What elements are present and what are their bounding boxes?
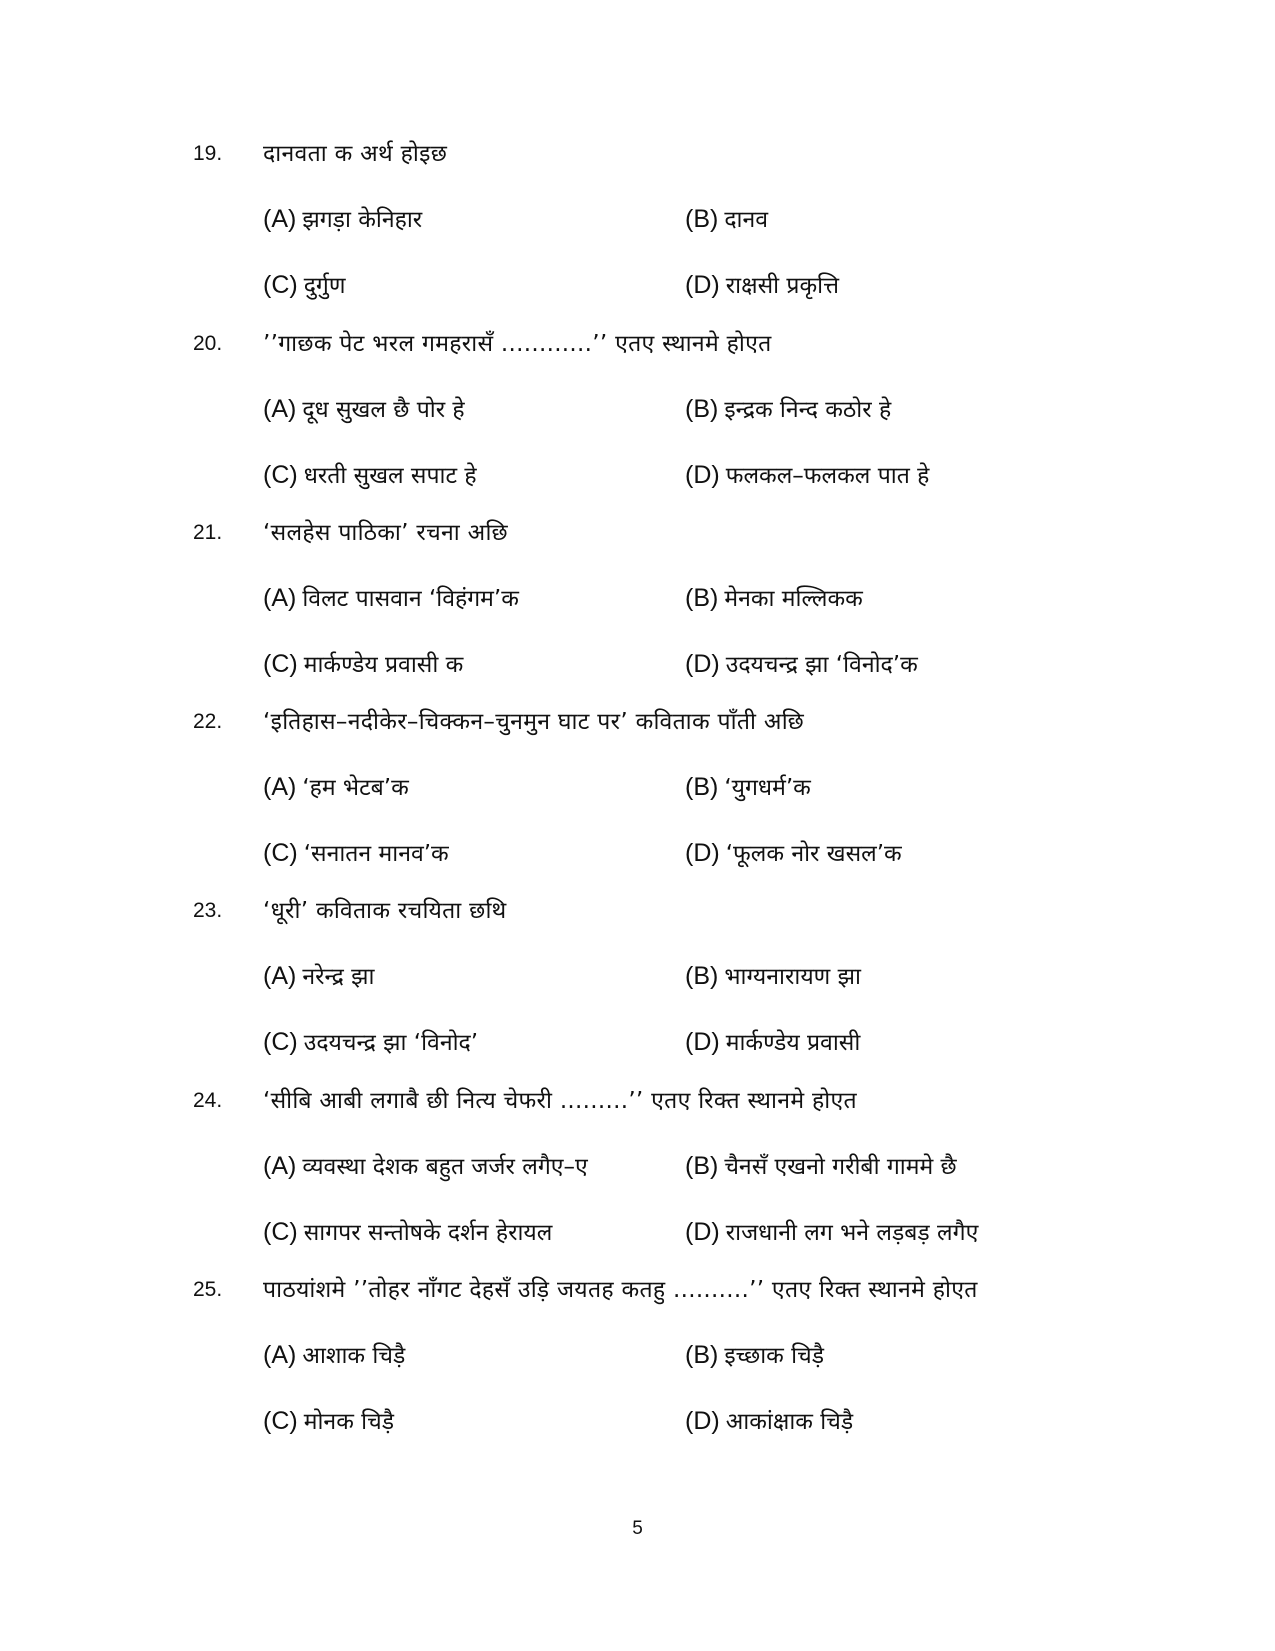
option-text: आशाक चिड़ै [302, 1343, 406, 1369]
option-text: व्यवस्था देशक बहुत जर्जर लगैए–ए [302, 1154, 588, 1180]
option-label: (C) [263, 650, 298, 678]
option-label: (C) [263, 1407, 298, 1435]
option-text: फलकल–फलकल पात हे [725, 463, 930, 489]
option-label: (B) [685, 1152, 719, 1180]
option-text: राजधानी लग भने लड़बड़ लगैए [725, 1220, 979, 1246]
option-label: (B) [685, 773, 719, 801]
option-text: सागपर सन्तोषके दर्शन हेरायल [303, 1220, 553, 1246]
option-d [685, 836, 902, 868]
option-c [263, 836, 449, 868]
option-c [263, 268, 346, 300]
option-text: मार्कण्डेय प्रवासी [725, 1030, 861, 1056]
option-b [685, 959, 861, 991]
question-25 [0, 1272, 1275, 1472]
option-text: नरेन्द्र झा [302, 964, 375, 990]
question-21 [0, 515, 1275, 715]
option-text: ‘हम भेटब’क [302, 775, 409, 801]
option-label: (C) [263, 839, 298, 867]
question-number: 23. [193, 899, 223, 922]
option-b [685, 392, 891, 424]
option-d [685, 1404, 853, 1436]
option-label: (A) [263, 773, 297, 801]
option-label: (B) [685, 962, 719, 990]
option-a [263, 392, 465, 424]
option-label: (B) [685, 1341, 719, 1369]
option-text: चैनसँ एखनो गरीबी गाममे छै [724, 1154, 957, 1180]
option-text: विलट पासवान ‘विहंगम’क [302, 586, 519, 612]
option-text: ‘फूलक नोर खसल’क [725, 841, 902, 867]
option-text: दानव [724, 207, 769, 233]
question-23 [0, 893, 1275, 1093]
option-a [263, 770, 409, 802]
question-19 [0, 136, 1275, 336]
option-label: (B) [685, 395, 719, 423]
option-text: मेनका मल्लिकक [724, 586, 863, 612]
option-b [685, 1149, 957, 1181]
option-label: (B) [685, 205, 719, 233]
question-text: ‘सीबि आबी लगाबै छी नित्य चेफरी .........’’ एतए रिक्त स्थानमे होएत [263, 1088, 857, 1114]
question-24 [0, 1083, 1275, 1283]
option-label: (C) [263, 271, 298, 299]
question-text: दानवता क अर्थ होइछ [263, 141, 448, 167]
option-text: ‘सनातन मानव’क [303, 841, 449, 867]
option-c [263, 647, 463, 679]
question-number: 22. [193, 710, 223, 733]
option-text: दुर्गुण [303, 273, 346, 299]
page-number: 5 [632, 1518, 643, 1539]
option-d [685, 1215, 978, 1247]
option-text: मार्कण्डेय प्रवासी क [303, 652, 464, 678]
question-number: 24. [193, 1089, 223, 1112]
option-label: (D) [685, 271, 720, 299]
option-b [685, 1338, 824, 1370]
option-label: (D) [685, 839, 720, 867]
question-text: ‘इतिहास–नदीकेर–चिक्कन–चुनमुन घाट पर’ कविताक पाँती अछि [263, 709, 805, 735]
question-20 [0, 326, 1275, 526]
question-number: 21. [193, 521, 223, 544]
option-a [263, 1338, 405, 1370]
option-text: आकांक्षाक चिड़ै [725, 1409, 854, 1435]
option-text: धरती सुखल सपाट हे [303, 463, 477, 489]
question-22 [0, 704, 1275, 904]
option-label: (A) [263, 1152, 297, 1180]
option-a [263, 959, 374, 991]
question-text: ‘धूरी’ कविताक रचयिता छथि [263, 898, 507, 924]
option-text: मोनक चिड़ै [303, 1409, 395, 1435]
option-label: (D) [685, 1218, 720, 1246]
option-d [685, 1025, 860, 1057]
option-label: (B) [685, 584, 719, 612]
option-text: उदयचन्द्र झा ‘विनोद’ [303, 1030, 479, 1056]
option-c [263, 1025, 478, 1057]
option-c [263, 1215, 552, 1247]
question-text: ‘सलहेस पाठिका’ रचना अछि [263, 520, 508, 546]
question-number: 25. [193, 1278, 223, 1301]
option-c [263, 458, 477, 490]
question-number: 19. [193, 142, 223, 165]
question-text: ’’गाछक पेट भरल गमहरासँ ............’’ एतए स्थानमे होएत [263, 331, 772, 357]
option-label: (A) [263, 962, 297, 990]
option-b [685, 581, 863, 613]
option-text: राक्षसी प्रकृत्ति [725, 273, 839, 299]
option-label: (A) [263, 1341, 297, 1369]
question-number: 20. [193, 332, 223, 355]
option-label: (D) [685, 1028, 720, 1056]
option-d [685, 458, 929, 490]
option-text: झगड़ा केनिहार [302, 207, 423, 233]
option-label: (A) [263, 205, 297, 233]
option-label: (D) [685, 650, 720, 678]
option-text: भाग्यनारायण झा [724, 964, 861, 990]
option-a [263, 202, 422, 234]
option-text: इन्द्रक निन्द कठोर हे [724, 397, 892, 423]
option-b [685, 770, 811, 802]
option-label: (A) [263, 395, 297, 423]
option-c [263, 1404, 394, 1436]
option-text: दूध सुखल छै पोर हे [302, 397, 465, 423]
option-a [263, 1149, 588, 1181]
option-d [685, 268, 839, 300]
option-text: ‘युगधर्म’क [724, 775, 811, 801]
option-text: उदयचन्द्र झा ‘विनोद’क [725, 652, 918, 678]
option-label: (C) [263, 1218, 298, 1246]
option-text: इच्छाक चिड़ै [724, 1343, 825, 1369]
option-label: (D) [685, 1407, 720, 1435]
option-label: (D) [685, 461, 720, 489]
option-label: (A) [263, 584, 297, 612]
option-d [685, 647, 918, 679]
option-label: (C) [263, 1028, 298, 1056]
option-b [685, 202, 768, 234]
option-a [263, 581, 519, 613]
question-text: पाठयांशमे ’’तोहर नाँगट देहसँ उड़ि जयतह कतहु ..........’’ एतए रिक्त स्थानमे होएत [263, 1277, 978, 1303]
option-label: (C) [263, 461, 298, 489]
